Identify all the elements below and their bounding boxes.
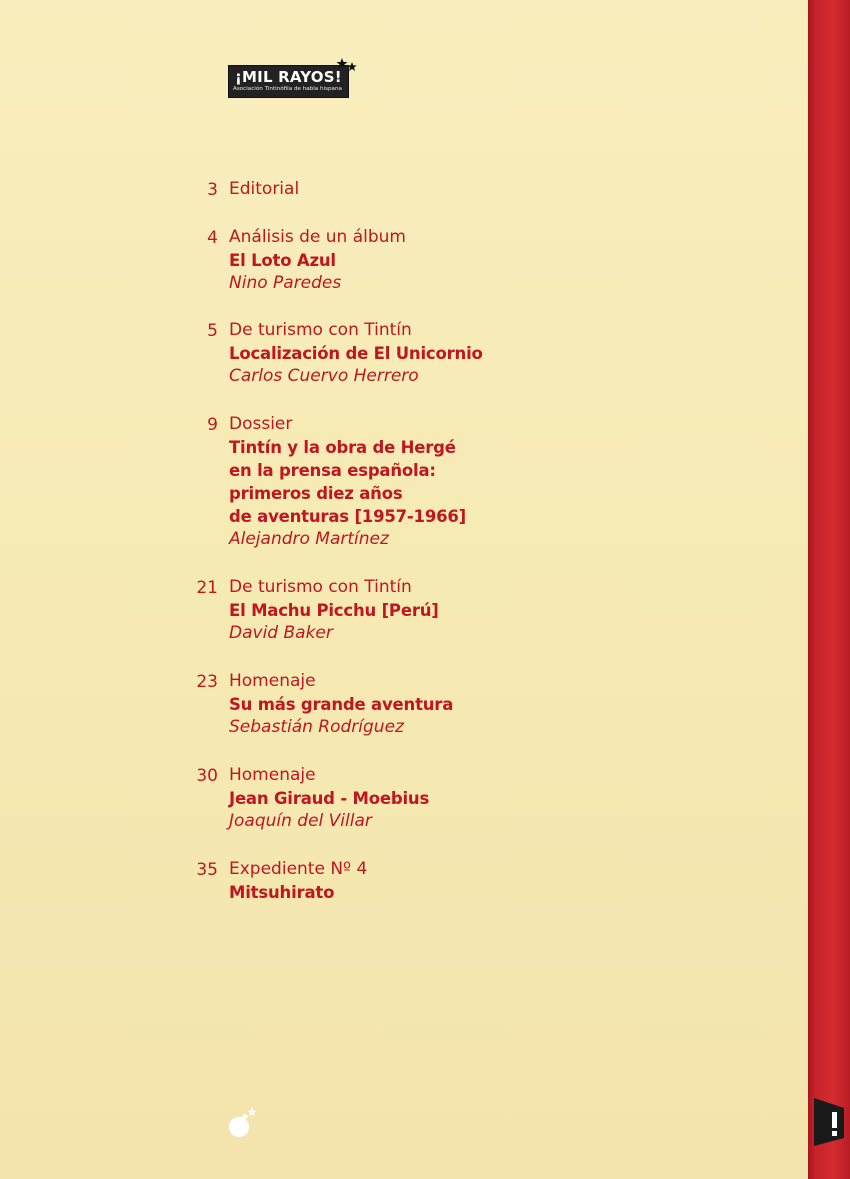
toc-entry-lines — [229, 178, 629, 201]
toc-section-label: De turismo con Tintín — [229, 577, 412, 597]
toc-page-number: 30 — [196, 766, 218, 786]
toc-article-title: Su más grande aventura — [229, 695, 454, 714]
toc-article-title: de aventuras [1957-1966] — [229, 507, 467, 526]
toc-article-title: Mitsuhirato — [229, 883, 335, 902]
toc-section-label: Expediente Nº 4 — [229, 859, 368, 879]
toc-section-label: Dossier — [229, 414, 293, 434]
toc-author: Carlos Cuervo Herrero — [229, 366, 419, 386]
toc-entry-lines — [229, 858, 629, 904]
toc-page-number: 5 — [207, 321, 218, 341]
bomb-icon — [226, 1105, 260, 1141]
toc-entry-lines — [229, 319, 629, 388]
logo-title: ¡MIL RAYOS! — [235, 68, 342, 86]
toc-author: Joaquín del Villar — [229, 811, 372, 831]
logo-subtitle: Asociación Tintinófila de habla hispana — [233, 86, 342, 92]
toc-entry-lines — [229, 576, 629, 645]
toc-author: Alejandro Martínez — [229, 529, 389, 549]
toc-page-number: 23 — [196, 672, 218, 692]
toc-section-label: Homenaje — [229, 671, 316, 691]
star-icon — [336, 57, 360, 75]
toc-article-title: Jean Giraud - Moebius — [229, 789, 430, 808]
toc-article-title: Tintín y la obra de Hergé — [229, 438, 456, 457]
toc-page-number: 4 — [207, 228, 218, 248]
toc-author: Nino Paredes — [229, 273, 342, 293]
toc-section-label: Homenaje — [229, 765, 316, 785]
toc-section-label: Editorial — [229, 179, 300, 199]
exclamation-icon — [814, 1098, 844, 1146]
red-spine — [808, 0, 850, 1179]
toc-page-number: 3 — [207, 180, 218, 200]
toc-article-title: Localización de El Unicornio — [229, 344, 483, 363]
toc-article-title: El Machu Picchu [Perú] — [229, 601, 439, 620]
toc-article-title: El Loto Azul — [229, 251, 336, 270]
logo-box — [228, 65, 349, 98]
toc-section-label: De turismo con Tintín — [229, 320, 412, 340]
toc-article-title: primeros diez años — [229, 484, 403, 503]
toc-section-label: Análisis de un álbum — [229, 227, 406, 247]
toc-article-title: en la prensa española: — [229, 461, 436, 480]
toc-author: David Baker — [229, 623, 333, 643]
toc-entry-lines — [229, 764, 629, 833]
toc-entry-lines — [229, 670, 629, 739]
toc-author: Sebastián Rodríguez — [229, 717, 404, 737]
toc-page-number: 21 — [196, 578, 218, 598]
toc-page-number: 35 — [196, 860, 218, 880]
toc-page-number: 9 — [207, 415, 218, 435]
logo — [228, 57, 360, 99]
toc-entry-lines — [229, 413, 629, 551]
toc-entry-lines — [229, 226, 629, 295]
